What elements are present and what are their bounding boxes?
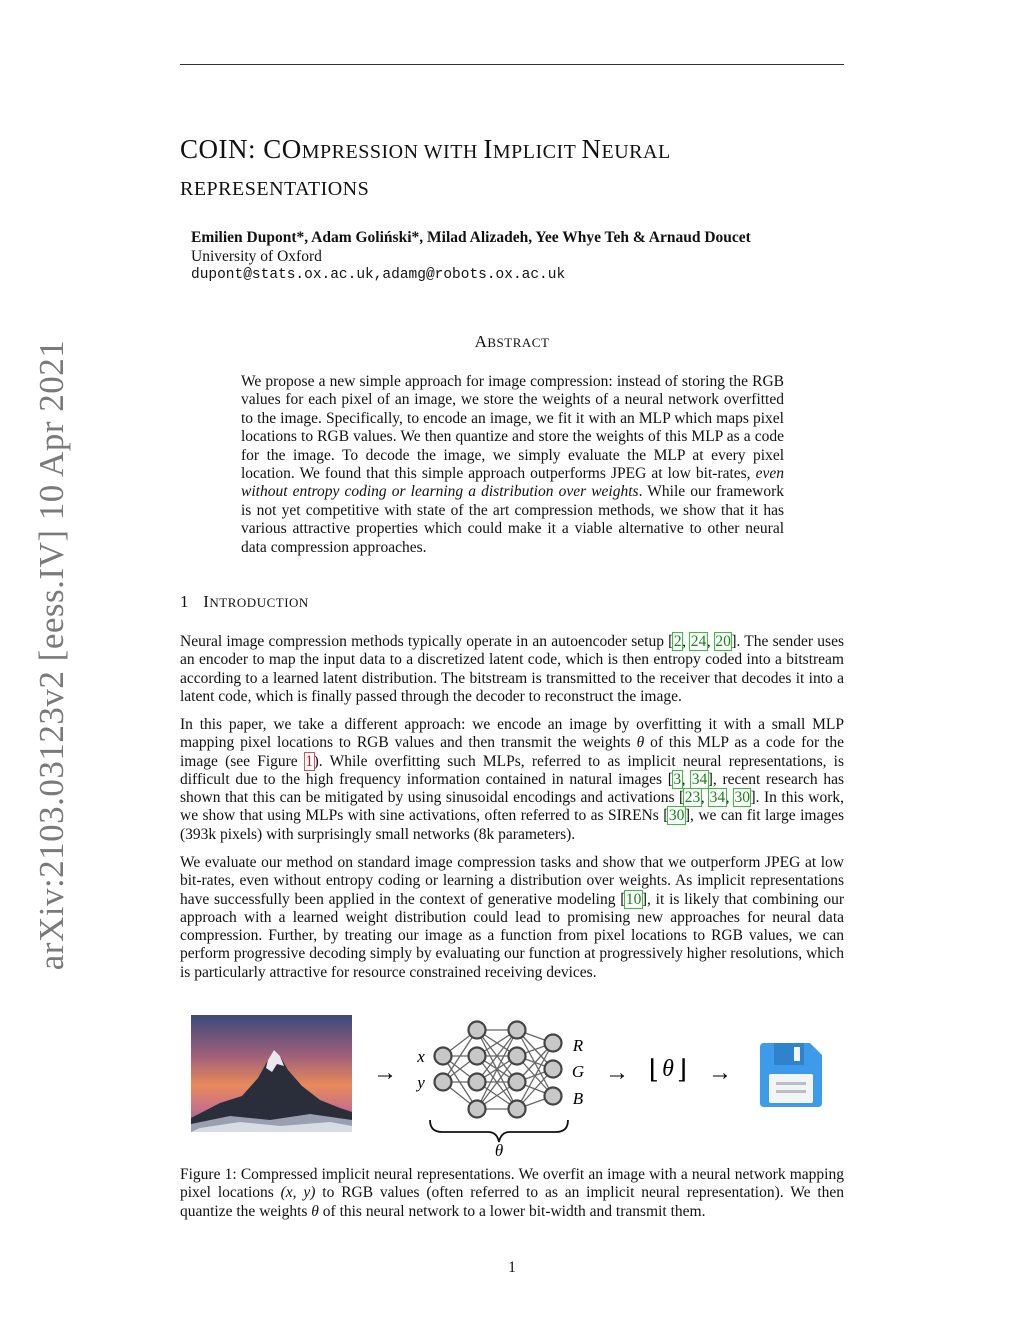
citation-link[interactable]: 34 [691,770,708,788]
input-x-label: x [417,1047,425,1066]
citation-link[interactable]: 2 [673,633,682,650]
mlp-node [435,1074,452,1091]
mlp-node [509,1022,526,1039]
author-names: Emilien Dupont*, Adam Goliński*, Milad Alizadeh, Yee Whye Teh & Arnaud Doucet [191,229,751,246]
title-cap-2: I [483,134,493,164]
title-line-2: REPRESENTATIONS [180,178,370,200]
caption-text-2: to RGB values (often referred to as an implicit neural representation). We then quantize the weights [180,1184,844,1220]
mlp-node [545,1035,562,1052]
output-b-label: B [572,1089,584,1108]
p1-text-2: ]. The sender uses an encoder to map the input data to a discretized latent code, which is then entropy coded into a bitstream according to a learned latent distribution. The bitstream is transmitted to the receiver that decodes it into a latent code, which is finally passed through the decoder to reconstruct the image. [180,633,844,705]
quantized-theta: θ [662,1056,674,1082]
citation-link[interactable]: 30 [734,789,750,807]
mlp-node [509,1101,526,1118]
arxiv-stamp: arXiv:2103.03123v2 [eess.IV] 10 Apr 2021 [32,339,71,971]
title-sc-3: EURAL [601,141,671,163]
p2-text-5: ]. In this work, we show that using MLPs with sine activations, often referred to as SIRENs [ [180,789,845,825]
author-block [191,228,751,285]
p2-text-3: ). While overfitting such MLPs, referred to as implicit neural representations, is difficult due to the high frequency information contained in natural images [ [180,752,845,788]
brace-theta-label: θ [494,1141,504,1160]
citation-link[interactable]: 23 [684,789,701,807]
mountain-photo [191,1015,352,1132]
p3-text-2: ], it is likely that combining our approach with a learned weight distribution could lead to promising new approaches for neural data compression. Further, by treating our image as a function from pixel locations to RGB values, we can perform progressive decoding simply by evaluating our function at progressively higher resolutions, which is particularly attractive for resource constrained receiving devices. [180,890,844,981]
abstract-text-b: . While our framework is not yet competitive with state of the art compression methods, we show that it has various attractive properties which could make it a viable alternative to other neural data compression approaches. [241,483,784,556]
p3-text-1: We evaluate our method on standard image compression tasks and show that we outperform JPEG at low bit-rates, even without entropy coding or learning a distribution over weights. As implicit representations have successfully been applied in the context of generative modeling [ [180,854,844,908]
figure-1 [180,1008,844,1164]
citation-link[interactable]: 20 [715,633,731,650]
mlp-node [469,1074,486,1091]
title-cap-1: COIN: CO [180,134,302,164]
p2-sep-3: , [725,789,734,807]
title-cap-3: N [581,134,602,164]
p1-text-1: Neural image compression methods typically operate in an autoencoder setup [ [180,633,674,650]
section-number: 1 [180,592,189,611]
citation-link[interactable]: 3 [673,770,682,788]
caption-theta: θ [311,1202,319,1220]
output-g-label: G [571,1062,585,1081]
intro-paragraph-2 [180,716,844,844]
input-y-label: y [417,1073,425,1092]
page-number: 1 [508,1259,516,1276]
mlp-node [469,1022,486,1039]
affiliation: University of Oxford [191,248,322,265]
abstract-heading-cap: A [474,332,488,351]
mlp-node [545,1061,562,1078]
floppy-disk-icon [760,1043,822,1107]
floor-bracket-right: ⌋ [676,1055,688,1084]
citation-link[interactable]: 30 [668,807,685,825]
output-r-label: R [572,1036,584,1055]
caption-text-3: of this neural network to a lower bit-width and transmit them. [318,1202,706,1220]
arrow-2: → [605,1060,629,1086]
mlp-node [469,1048,486,1065]
figure-reference-link[interactable]: 1 [305,752,314,770]
arrow-3: → [708,1060,732,1086]
p2-text-2: of this MLP as a code for the image (see Figure [180,734,844,770]
floor-bracket-left: ⌊ [648,1055,660,1084]
citation-link[interactable]: 34 [709,789,726,807]
arrow-1: → [373,1060,397,1086]
mlp-node [509,1048,526,1065]
abstract-heading-sc: BSTRACT [487,335,550,350]
caption-xy: (x, y) [280,1184,316,1202]
title-sc-1: MPRESSION WITH [301,141,484,163]
citation-link[interactable]: 24 [690,633,707,650]
p2-text-6: ], we can fit large images (393k pixels) with surprisingly small networks (8k parameters). [180,807,844,843]
p1-sep-1: , [682,633,691,650]
mlp-edges [443,1030,553,1109]
intro-paragraph-3 [180,854,844,982]
mlp-node [509,1074,526,1091]
paper-title [180,132,844,206]
section-heading-sc: NTRODUCTION [209,595,309,610]
abstract-text [241,373,784,557]
p1-sep-2: , [706,633,715,650]
p2-sep-2: , [700,789,710,807]
theta-symbol: θ [636,734,645,752]
header-rule [180,64,844,65]
intro-paragraph-1 [180,633,844,706]
abstract-text-a: We propose a new simple approach for image compression: instead of storing the RGB values for each pixel of an image, we store the weights of a neural network overfitted to the image. Specifically, to encode an image, we fit it with an MLP which maps pixel locations to RGB values. We then quantize and store the weights of this MLP as a code for the image. To decode the image, we simply evaluate the MLP at every pixel location. We found that this simple approach outperforms JPEG at low bit-rates, [241,373,784,483]
figure-caption [180,1166,844,1221]
section-heading-introduction [180,592,309,612]
citation-link[interactable]: 10 [625,890,642,908]
mlp-node [545,1088,562,1105]
p2-sep-1: , [681,770,692,788]
p2-text-4: ], recent research has shown that this can be mitigated by using sinusoidal encodings and activations [ [180,770,845,807]
p2-text-1: In this paper, we take a different approach: we encode an image by overfitting it with a small MLP mapping pixel locations to RGB values and then transmit the weights [180,716,844,752]
abstract-text-em: even without entropy coding or learning a distribution over weights [241,465,784,501]
mlp-node [469,1101,486,1118]
section-heading-cap: I [203,592,210,611]
author-emails[interactable]: dupont@stats.ox.ac.uk,adamg@robots.ox.ac.uk [191,267,566,283]
abstract-heading [0,332,1024,352]
parameter-brace [430,1120,568,1142]
caption-text-1: Figure 1: Compressed implicit neural representations. We overfit an image with a neural network mapping pixel locations [180,1166,844,1202]
title-sc-2: MPLICIT [492,141,582,163]
mlp-node [435,1048,452,1065]
